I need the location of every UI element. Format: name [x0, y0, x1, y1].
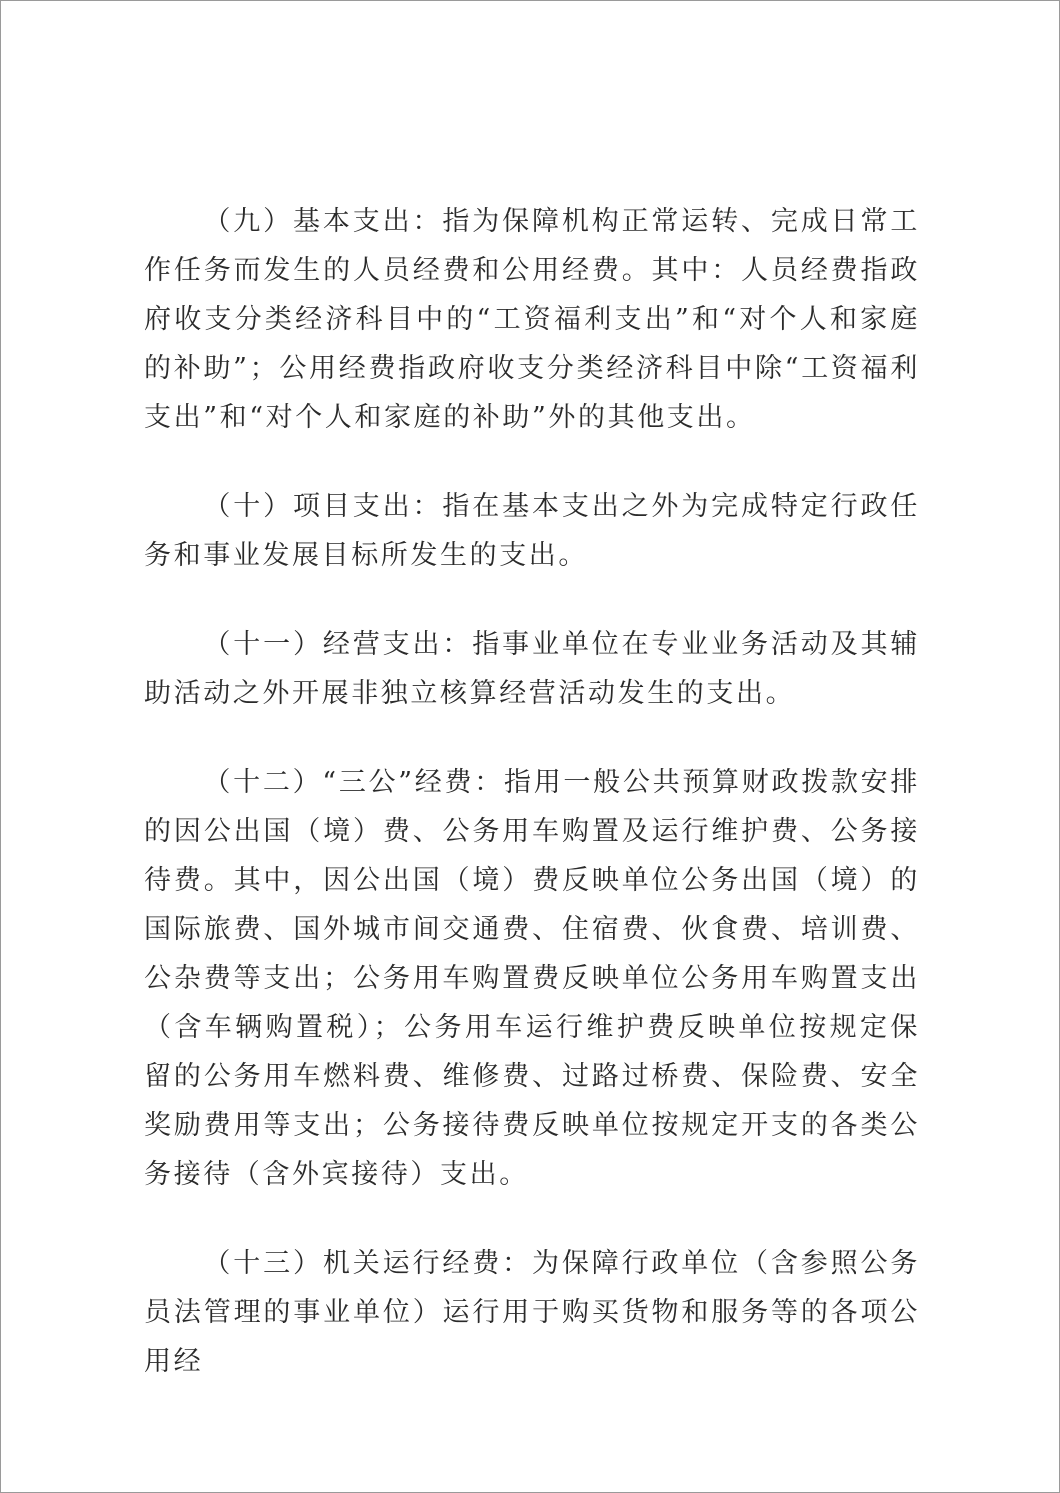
paragraph-basic-expenditure: （九）基本支出：指为保障机构正常运转、完成日常工作任务而发生的人员经费和公用经费。其中：人员经费指政府收支分类经济科目中的“工资福利支出”和“对个人和家庭的补助”；公用经费指政府收支分类经济科目中除“工资福利支出”和“对个人和家庭的补助”外的其他支出。: [144, 206, 920, 433]
paragraph-project-expenditure: （十）项目支出：指在基本支出之外为完成特定行政任务和事业发展目标所发生的支出。: [144, 491, 920, 571]
paragraph-three-public-expenses: （十二）“三公”经费：指用一般公共预算财政拨款安排的因公出国（境）费、公务用车购置及运行维护费、公务接待费。其中，因公出国（境）费反映单位公务出国（境）的国际旅费、国外城市间交通费、住宿费、伙食费、培训费、公杂费等支出；公务用车购置费反映单位公务用车购置支出（含车辆购置税）；公务用车运行维护费反映单位按规定保留的公务用车燃料费、维修费、过路过桥费、保险费、安全奖励费用等支出；公务接待费反映单位按规定开支的各类公务接待（含外宾接待）支出。: [144, 767, 920, 1190]
paragraph-agency-operating-expenses: （十三）机关运行经费：为保障行政单位（含参照公务员法管理的事业单位）运行用于购买货物和服务等的各项公用经: [144, 1248, 920, 1377]
paragraph-operating-expenditure: （十一）经营支出：指事业单位在专业业务活动及其辅助活动之外开展非独立核算经营活动发生的支出。: [144, 629, 920, 709]
document-body: [144, 197, 920, 1426]
